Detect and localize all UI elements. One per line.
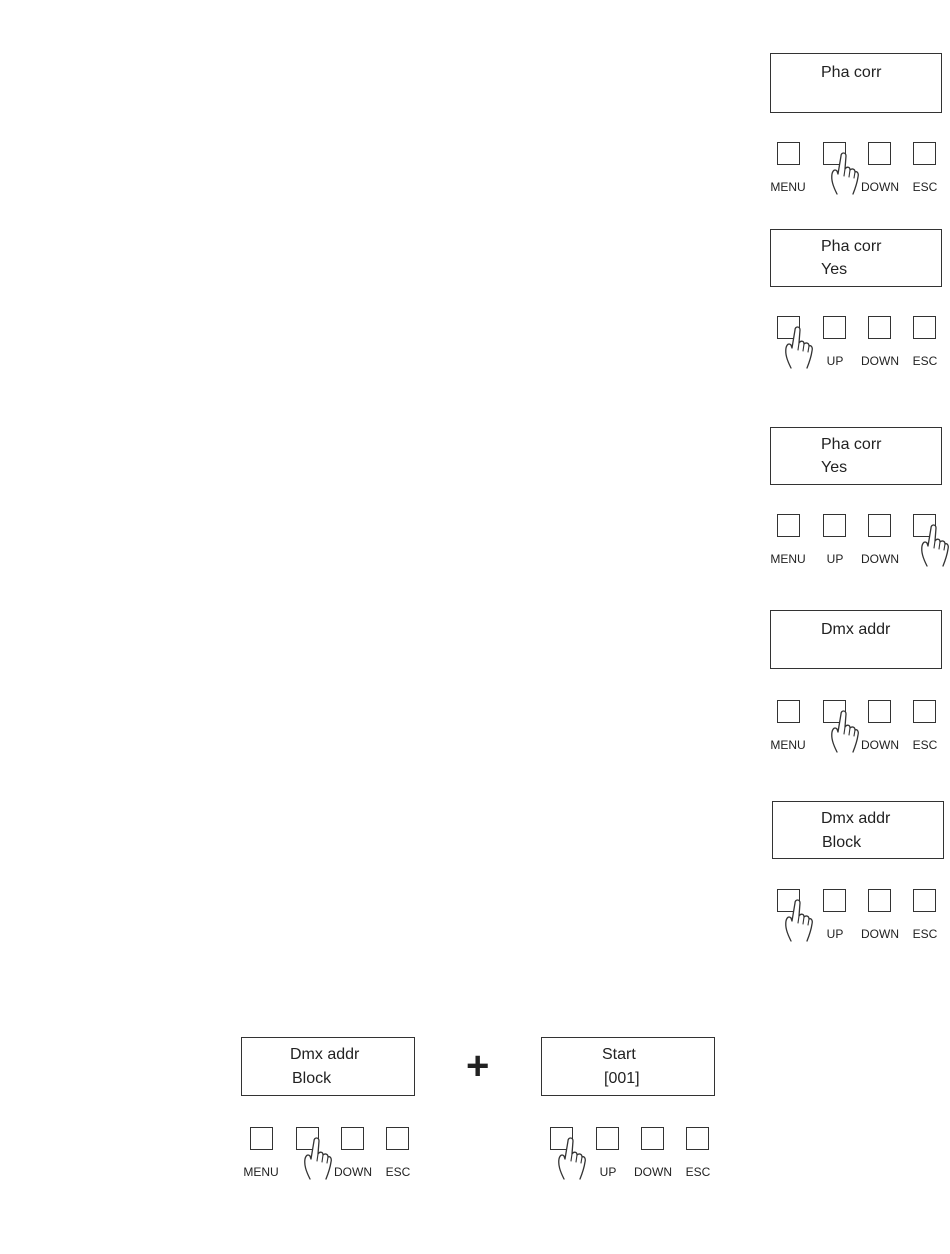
key-down-label: DOWN xyxy=(334,1165,372,1179)
control-keys xyxy=(540,1127,716,1197)
display-line-1: Start xyxy=(602,1046,636,1063)
display-line-1: Dmx addr xyxy=(290,1046,360,1063)
display-line-2: Block xyxy=(292,1070,332,1087)
key-up-label: UP xyxy=(826,552,844,566)
lcd-display xyxy=(770,427,942,485)
key-menu-button[interactable] xyxy=(250,1127,273,1150)
key-menu-label: MENU xyxy=(770,738,806,752)
key-menu-label: MENU xyxy=(770,552,806,566)
display-line-1: Dmx addr xyxy=(821,621,891,638)
display-line-1: Pha corr xyxy=(821,64,882,81)
key-esc-button[interactable] xyxy=(913,316,936,339)
key-esc-button[interactable] xyxy=(686,1127,709,1150)
control-keys xyxy=(767,316,943,386)
key-down-label: DOWN xyxy=(861,552,899,566)
display-line-1: Dmx addr xyxy=(821,810,891,827)
key-menu-button[interactable] xyxy=(777,700,800,723)
key-esc-button[interactable] xyxy=(913,142,936,165)
key-esc-button[interactable] xyxy=(913,700,936,723)
key-esc-label: ESC xyxy=(385,1165,411,1179)
key-up-label: UP xyxy=(826,354,844,368)
key-esc-button[interactable] xyxy=(913,889,936,912)
key-menu-label: MENU xyxy=(243,1165,279,1179)
key-down-button[interactable] xyxy=(868,142,891,165)
key-esc-button[interactable] xyxy=(386,1127,409,1150)
key-esc-label: ESC xyxy=(912,927,938,941)
pointing-hand-icon xyxy=(779,324,815,375)
key-up-button[interactable] xyxy=(823,316,846,339)
pointing-hand-icon xyxy=(825,150,861,201)
key-up-button[interactable] xyxy=(823,889,846,912)
plus-sign: + xyxy=(466,1044,490,1088)
display-line-2: [001] xyxy=(604,1070,640,1087)
control-keys xyxy=(767,700,943,770)
key-esc-label: ESC xyxy=(912,738,938,752)
key-menu-label: MENU xyxy=(770,180,806,194)
lcd-display xyxy=(770,229,942,287)
control-keys xyxy=(767,889,943,959)
key-down-button[interactable] xyxy=(868,514,891,537)
key-down-button[interactable] xyxy=(641,1127,664,1150)
lcd-display xyxy=(770,53,942,113)
display-line-2: Yes xyxy=(821,261,848,278)
key-down-button[interactable] xyxy=(868,316,891,339)
lcd-display xyxy=(541,1037,715,1096)
control-keys xyxy=(767,142,943,212)
pointing-hand-icon xyxy=(298,1135,334,1186)
pointing-hand-icon xyxy=(915,522,950,573)
lcd-display xyxy=(772,801,944,859)
pointing-hand-icon xyxy=(552,1135,588,1186)
key-down-button[interactable] xyxy=(868,700,891,723)
key-up-button[interactable] xyxy=(596,1127,619,1150)
key-up-button[interactable] xyxy=(823,514,846,537)
lcd-display xyxy=(241,1037,415,1096)
key-down-label: DOWN xyxy=(861,354,899,368)
key-down-button[interactable] xyxy=(341,1127,364,1150)
key-down-button[interactable] xyxy=(868,889,891,912)
key-menu-button[interactable] xyxy=(777,514,800,537)
key-up-label: UP xyxy=(826,927,844,941)
key-esc-label: ESC xyxy=(912,180,938,194)
key-up-label: UP xyxy=(599,1165,617,1179)
control-keys xyxy=(767,514,943,584)
control-keys xyxy=(240,1127,416,1197)
lcd-display xyxy=(770,610,942,669)
display-line-1: Pha corr xyxy=(821,238,882,255)
display-line-1: Pha corr xyxy=(821,436,882,453)
key-down-label: DOWN xyxy=(861,180,899,194)
key-esc-label: ESC xyxy=(685,1165,711,1179)
key-down-label: DOWN xyxy=(861,927,899,941)
pointing-hand-icon xyxy=(779,897,815,948)
display-line-2: Block xyxy=(822,834,862,851)
display-line-2: Yes xyxy=(821,459,848,476)
pointing-hand-icon xyxy=(825,708,861,759)
key-esc-label: ESC xyxy=(912,354,938,368)
key-down-label: DOWN xyxy=(634,1165,672,1179)
key-down-label: DOWN xyxy=(861,738,899,752)
key-menu-button[interactable] xyxy=(777,142,800,165)
